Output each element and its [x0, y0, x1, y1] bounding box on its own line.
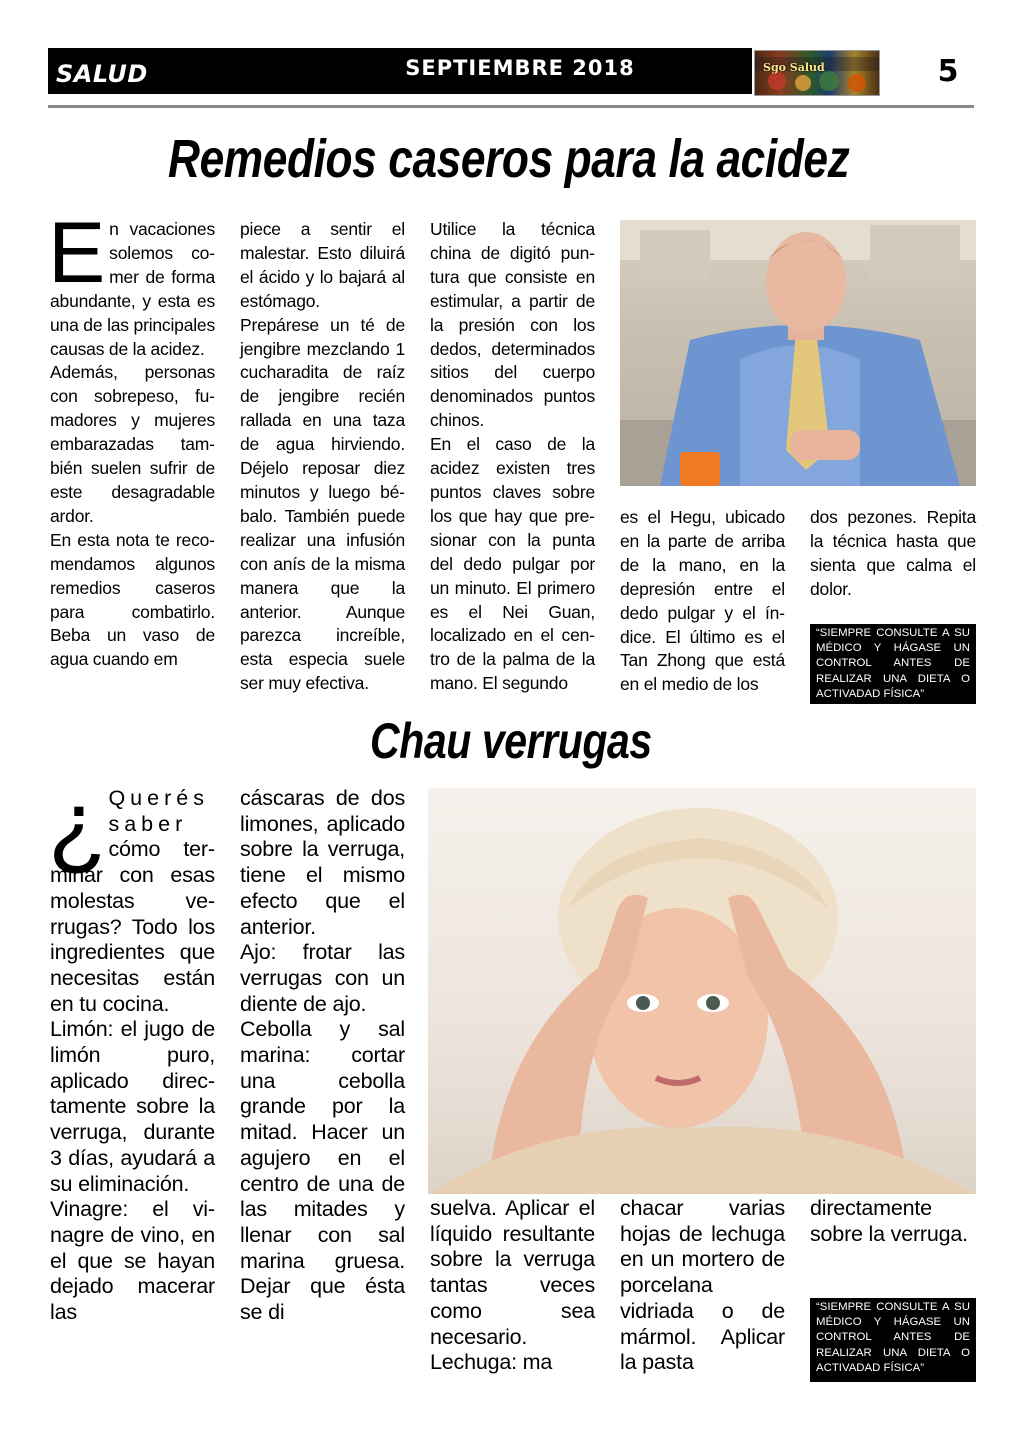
- paragraph: Además, personas con sobrepeso, fumadores y mujeres embarazadas también suelen sufrir de este desagradable ardor.: [50, 362, 215, 526]
- paragraph: chacar varias hojas de lechuga en un mortero de porcelana vidriada o de mármol. Aplicar la pasta: [620, 1196, 785, 1375]
- article-acidez-column-1: [48, 205, 215, 672]
- paragraph: Prepárese un té de jengibre mezclando 1 cucharadita de raíz de jengibre recién rallada en una taza de agua hirviendo. Déjelo reposar diez minutos y luego bébalo. También puede realizar una infusión con anís de la misma manera que la anterior. Aunque parezca increíble, esta especia suele ser muy efectiva.: [240, 314, 405, 694]
- paragraph: piece a sentir el malestar. Esto diluirá el ácido y lo bajará al estómago.: [240, 219, 405, 311]
- article-verrugas-column-3: [430, 1196, 595, 1376]
- paragraph: En el caso de la acidez existen tres puntos claves sobre los que hay que presionar con la punta del dedo pulgar por un minuto. El primero es el Nei Guan, localizado en el centro de la palma de la mano. El segundo: [430, 434, 595, 694]
- article-verrugas-column-2: [240, 786, 405, 1326]
- paragraph: es el Hegu, ubicado en la parte de arriba de la mano, en la depresión entre el dedo pulgar y el índice. El último es el Tan Zhong que está en el medio de los: [620, 507, 785, 695]
- article-verrugas-column-4: [620, 1196, 785, 1376]
- section-label: SALUD: [56, 60, 148, 88]
- article-verrugas-column-1: [48, 771, 215, 1326]
- lead-in: Querés saber: [108, 786, 209, 836]
- article-verrugas-title: Chau verrugas: [370, 713, 652, 769]
- publication-logo: [754, 50, 880, 96]
- paragraph: Lechuga: ma: [430, 1350, 553, 1375]
- medical-notice-box: “SIEMPRE CONSULTE A SU MÉDICO Y HÁGASE UN CONTROL ANTES DE REALIZAR UNA DIETA O ACTIVADAD FÍSICA”: [810, 624, 976, 704]
- photo-man-heartburn: [620, 220, 976, 486]
- man-illustration-icon: [620, 220, 976, 486]
- paragraph: Limón: el jugo de limón puro, aplicado directamente sobre la verruga, durante 3 días, ayudará a su eliminación.: [50, 1017, 215, 1196]
- woman-illustration-icon: [428, 788, 976, 1194]
- paragraph: Cebolla y sal marina: cortar una cebolla grande por la mitad. Hacer un agujero en el centro de una de las mitades y llenar con sal marina gruesa. Dejar que ésta se di: [240, 1017, 405, 1325]
- logo-text: Sgo Salud: [763, 61, 825, 74]
- page-number: 5: [937, 54, 959, 89]
- article-acidez-column-5: [810, 506, 976, 602]
- issue-date: SEPTIEMBRE 2018: [405, 56, 635, 80]
- paragraph: n vacaciones solemos comer de forma abundante, y esta es una de las principales causas de la acidez.: [50, 219, 215, 359]
- paragraph: directamente sobre la verruga.: [810, 1196, 968, 1246]
- article-acidez-column-4: [620, 506, 785, 697]
- paragraph: suelva. Aplicar el líquido resultante sobre la verruga tantas veces como sea necesario.: [430, 1196, 595, 1349]
- paragraph: cáscaras de dos limones, aplicado sobre la verruga, tiene el mismo efecto que el anterior.: [240, 786, 405, 939]
- article-acidez-column-2: [240, 218, 405, 696]
- dropcap: E: [48, 205, 106, 301]
- dropcap: ¿: [48, 771, 107, 878]
- header-divider: [48, 105, 974, 108]
- paragraph: Utilice la técnica china de digitó puntura que consiste en estimular, a partir de la presión con los dedos, determinados sitios del cuerpo denominados puntos chinos.: [430, 219, 595, 431]
- medical-notice-box: “SIEMPRE CONSULTE A SU MÉDICO Y HÁGASE UN CONTROL ANTES DE REALIZAR UNA DIETA O ACTIVADAD FÍSICA”: [810, 1298, 976, 1382]
- paragraph: En esta nota te recomendamos algunos remedios caseros para combatirlo. Beba un vaso de agua cuando em: [50, 529, 215, 670]
- article-acidez-title: Remedios caseros para la acidez: [168, 129, 850, 189]
- paragraph: Ajo: frotar las verrugas con un diente de ajo.: [240, 940, 405, 1016]
- article-verrugas-column-5: [810, 1196, 976, 1247]
- paragraph: Vinagre: el vinagre de vino, en el que se hayan dejado macerar las: [50, 1197, 215, 1325]
- paragraph: dos pezones. Repita la técnica hasta que sienta que calma el dolor.: [810, 507, 976, 599]
- photo-woman-wart: [428, 788, 976, 1194]
- article-acidez-column-3: [430, 218, 595, 696]
- paragraph: cómo terminar con esas molestas verrugas? Todo los ingredientes que necesitas están en tu cocina.: [50, 837, 215, 1016]
